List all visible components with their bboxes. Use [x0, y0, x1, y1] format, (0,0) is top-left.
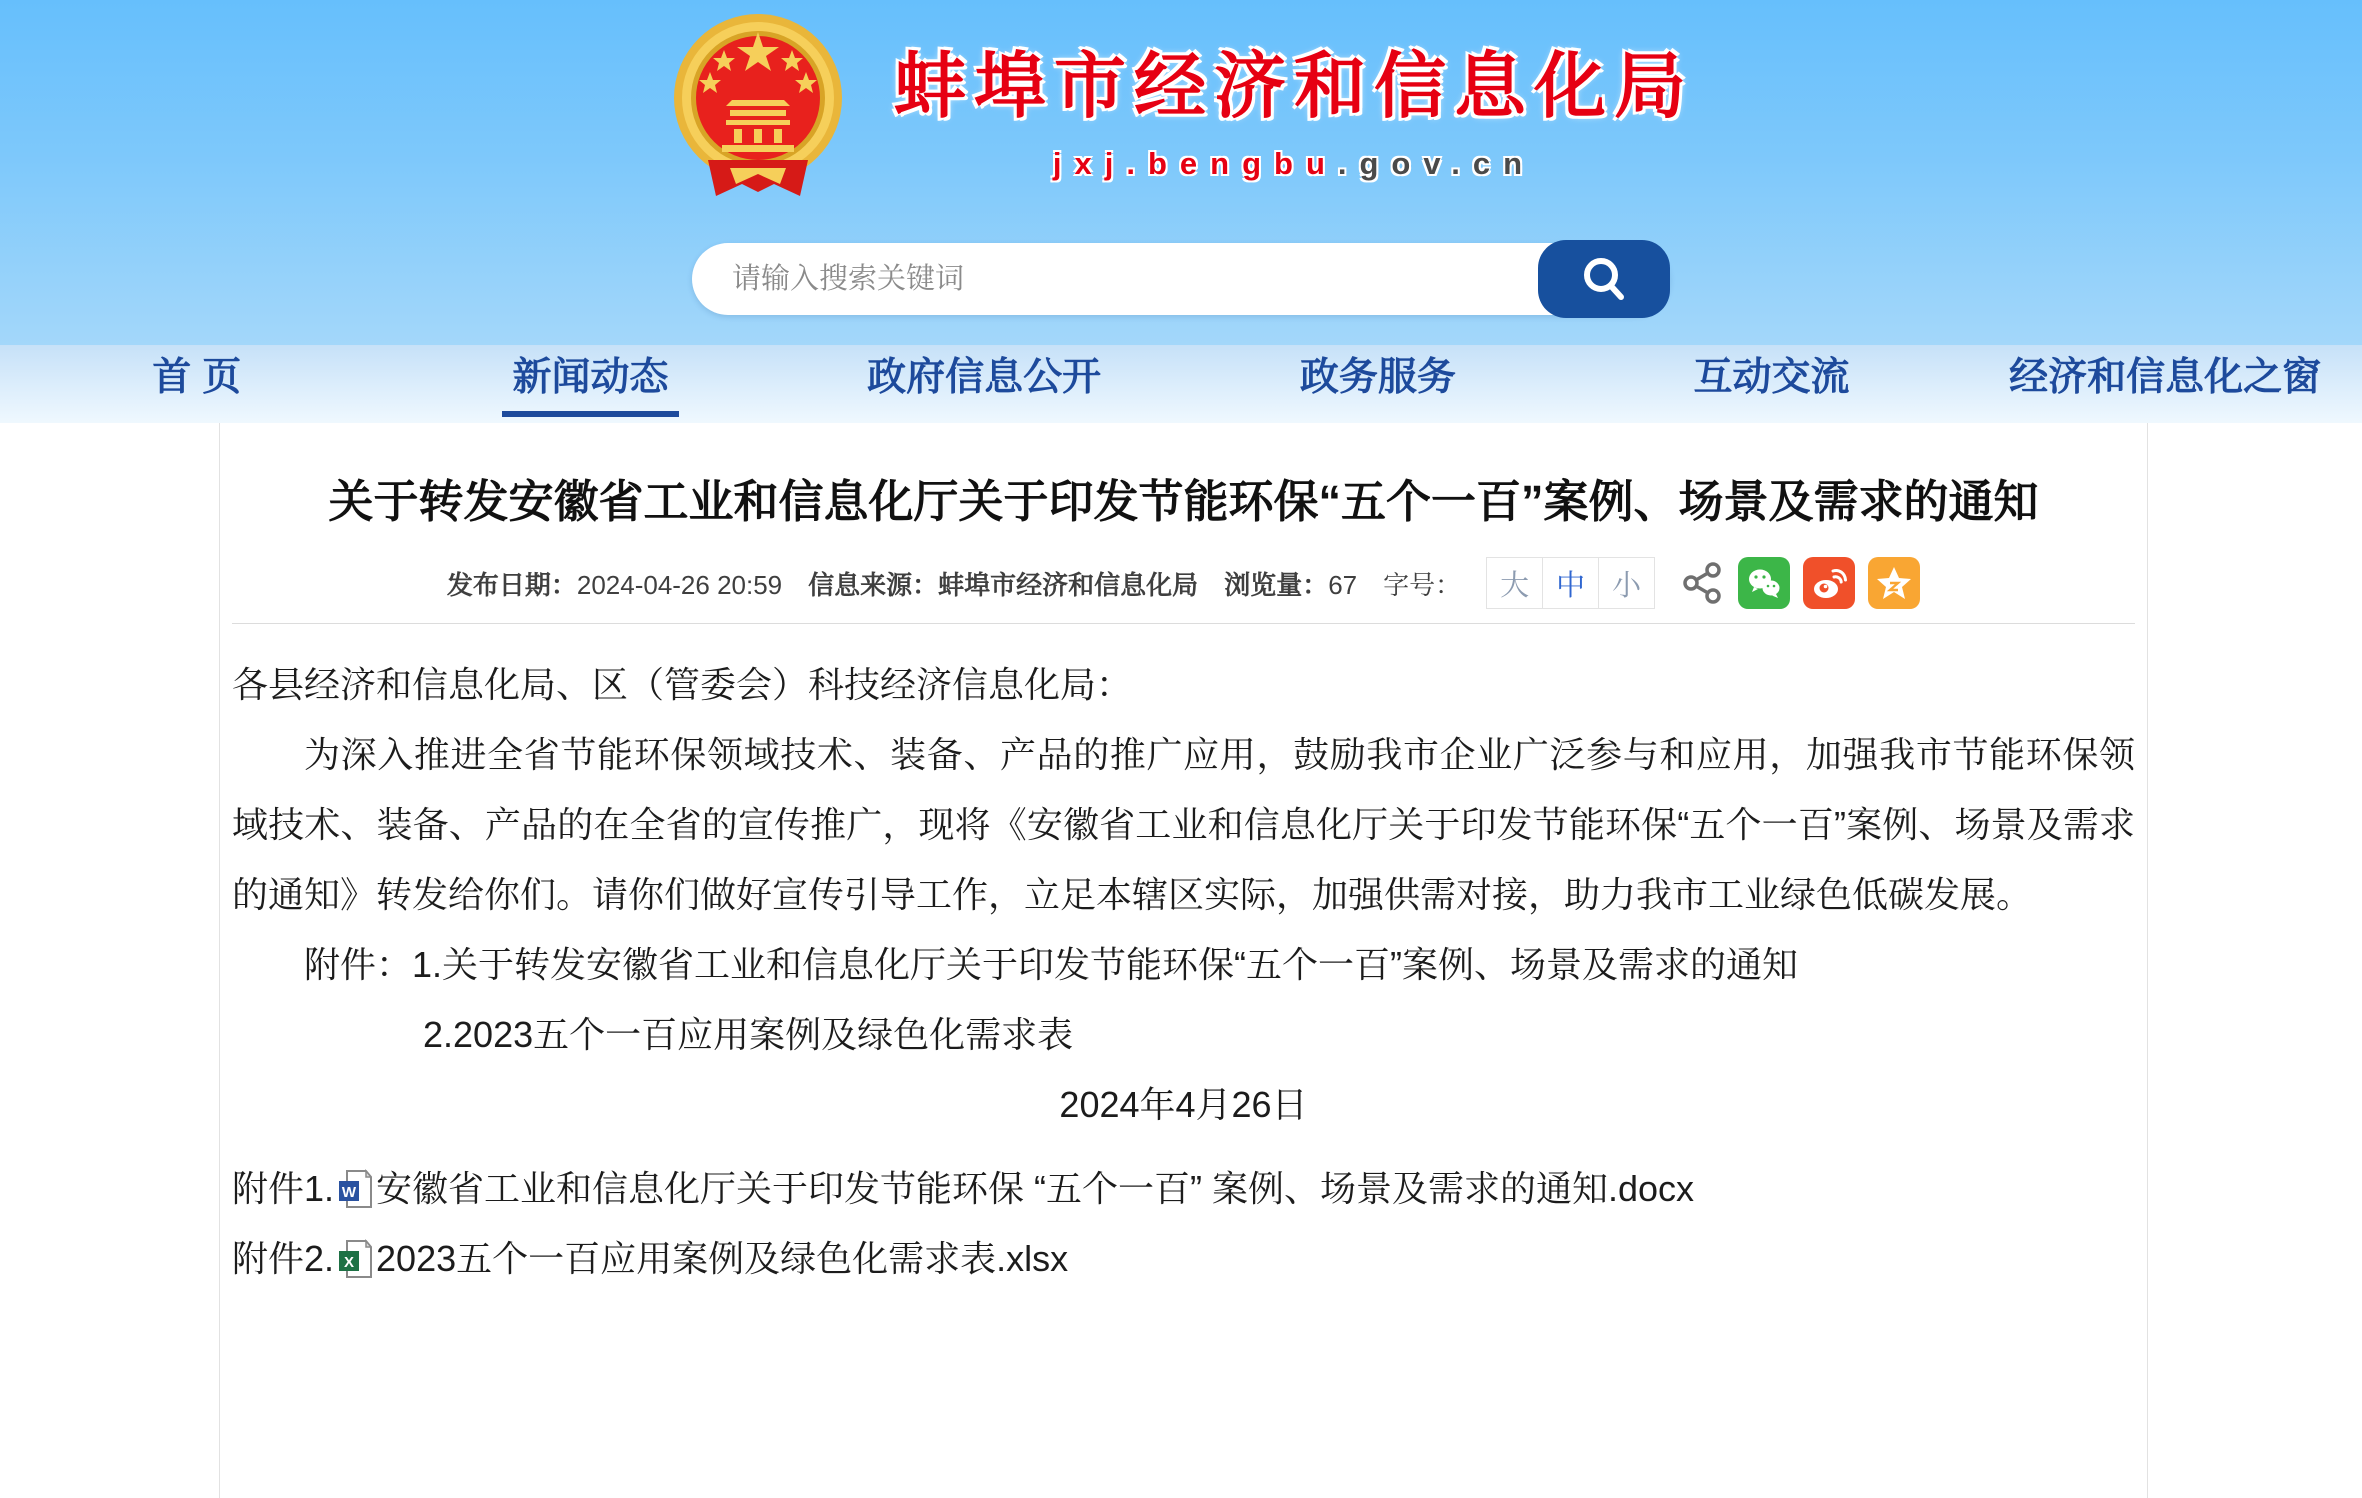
site-brand — [0, 10, 2362, 220]
article-meta — [232, 557, 2135, 609]
brand-text — [894, 10, 1694, 182]
nav-item-interaction[interactable]: 互动交流 — [1693, 355, 1850, 399]
article-body — [232, 650, 2135, 1294]
nav-item-news[interactable]: 新闻动态 — [502, 352, 678, 417]
search-button[interactable] — [1538, 240, 1670, 318]
publish-date — [447, 565, 782, 602]
share-qzone-button[interactable] — [1868, 557, 1920, 609]
info-source-label: 信息来源： — [808, 569, 939, 600]
site-url — [894, 146, 1694, 182]
view-count-value: 67 — [1328, 569, 1358, 600]
attachment-link-1[interactable] — [232, 1154, 2135, 1224]
weibo-icon — [1809, 563, 1849, 603]
svg-text:W: W — [341, 1184, 357, 1201]
salutation-line: 各县经济和信息化局、区（管委会）科技经济信息化局： — [232, 664, 1133, 705]
content-area — [0, 423, 2362, 1498]
nav-item-home[interactable]: 首 页 — [152, 355, 242, 399]
wechat-icon — [1744, 563, 1784, 603]
svg-text:X: X — [344, 1254, 355, 1271]
article-date: 2024年4月26日 — [1059, 1084, 1308, 1125]
attachment-2-label: 附件2. — [232, 1238, 335, 1279]
publish-date-label: 发布日期： — [446, 569, 577, 600]
word-file-icon — [338, 1169, 372, 1209]
national-emblem-icon — [668, 10, 848, 220]
excel-file-icon — [338, 1239, 372, 1279]
nav-item-industry-window[interactable]: 经济和信息化之窗 — [2009, 355, 2322, 399]
main-nav — [0, 345, 2362, 423]
site-header — [0, 0, 2362, 345]
attachment-note-item-1-text: 1.关于转发安徽省工业和信息化厅关于印发节能环保“五个一百”案例、场景及需求的通知 — [412, 944, 1799, 985]
publish-date-value: 2024-04-26 20:59 — [576, 569, 783, 600]
font-size-label: 字号： — [1383, 569, 1462, 600]
font-size-small-button[interactable]: 小 — [1598, 557, 1655, 609]
info-source-value: 蚌埠市经济和信息化局 — [938, 569, 1199, 600]
attachment-note-label: 附件： — [304, 944, 413, 985]
search-bar — [692, 240, 1670, 318]
share-icon[interactable] — [1681, 561, 1725, 605]
nav-item-services[interactable]: 政务服务 — [1299, 355, 1456, 399]
meta-divider — [232, 623, 2135, 624]
info-source — [808, 565, 1198, 602]
attachment-1-filename: 安徽省工业和信息化厅关于印发节能环保 “五个一百” 案例、场景及需求的通知.docx — [376, 1168, 1695, 1209]
article-column — [219, 423, 2148, 1498]
view-count — [1224, 565, 1357, 602]
nav-item-gov-info[interactable]: 政府信息公开 — [867, 355, 1102, 399]
share-wechat-button[interactable] — [1738, 557, 1790, 609]
attachment-note-item-2: 2.2023五个一百应用案例及绿色化需求表 — [423, 1014, 1074, 1055]
attachment-link-2[interactable] — [232, 1224, 2135, 1294]
attachment-1-label: 附件1. — [232, 1168, 335, 1209]
share-weibo-button[interactable] — [1803, 557, 1855, 609]
font-size-medium-button[interactable]: 中 — [1542, 557, 1599, 609]
site-title: 蚌埠市经济和信息化局 — [893, 47, 1694, 127]
site-url-domain: jxj.bengbu — [1052, 146, 1338, 181]
font-size-large-button[interactable]: 大 — [1486, 557, 1543, 609]
attachment-2-filename: 2023五个一百应用案例及绿色化需求表.xlsx — [376, 1238, 1069, 1279]
article-title: 关于转发安徽省工业和信息化厅关于印发节能环保“五个一百”案例、场景及需求的通知 — [328, 476, 2039, 527]
body-paragraph: 为深入推进全省节能环保领域技术、装备、产品的推广应用，鼓励我市企业广泛参与和应用，加强我市节能环保领域技术、装备、产品的在全省的宣传推广，现将《安徽省工业和信息化厅关于印发节能环保“五个一百”案例、场景及需求的通知》转发给你们。请你们做好宣传引导工作，立足本辖区实际，加强供需对接，助力我市工业绿色低碳发展。 — [232, 734, 2135, 915]
font-size-switcher — [1487, 557, 1655, 609]
share-strip — [1681, 557, 1920, 609]
search-icon — [1578, 253, 1630, 305]
search-input[interactable] — [692, 243, 1552, 315]
view-count-label: 浏览量： — [1224, 569, 1329, 600]
attachment-note-item-1 — [232, 930, 1802, 1000]
site-url-suffix: .gov.cn — [1337, 146, 1536, 181]
star-icon — [1874, 563, 1914, 603]
